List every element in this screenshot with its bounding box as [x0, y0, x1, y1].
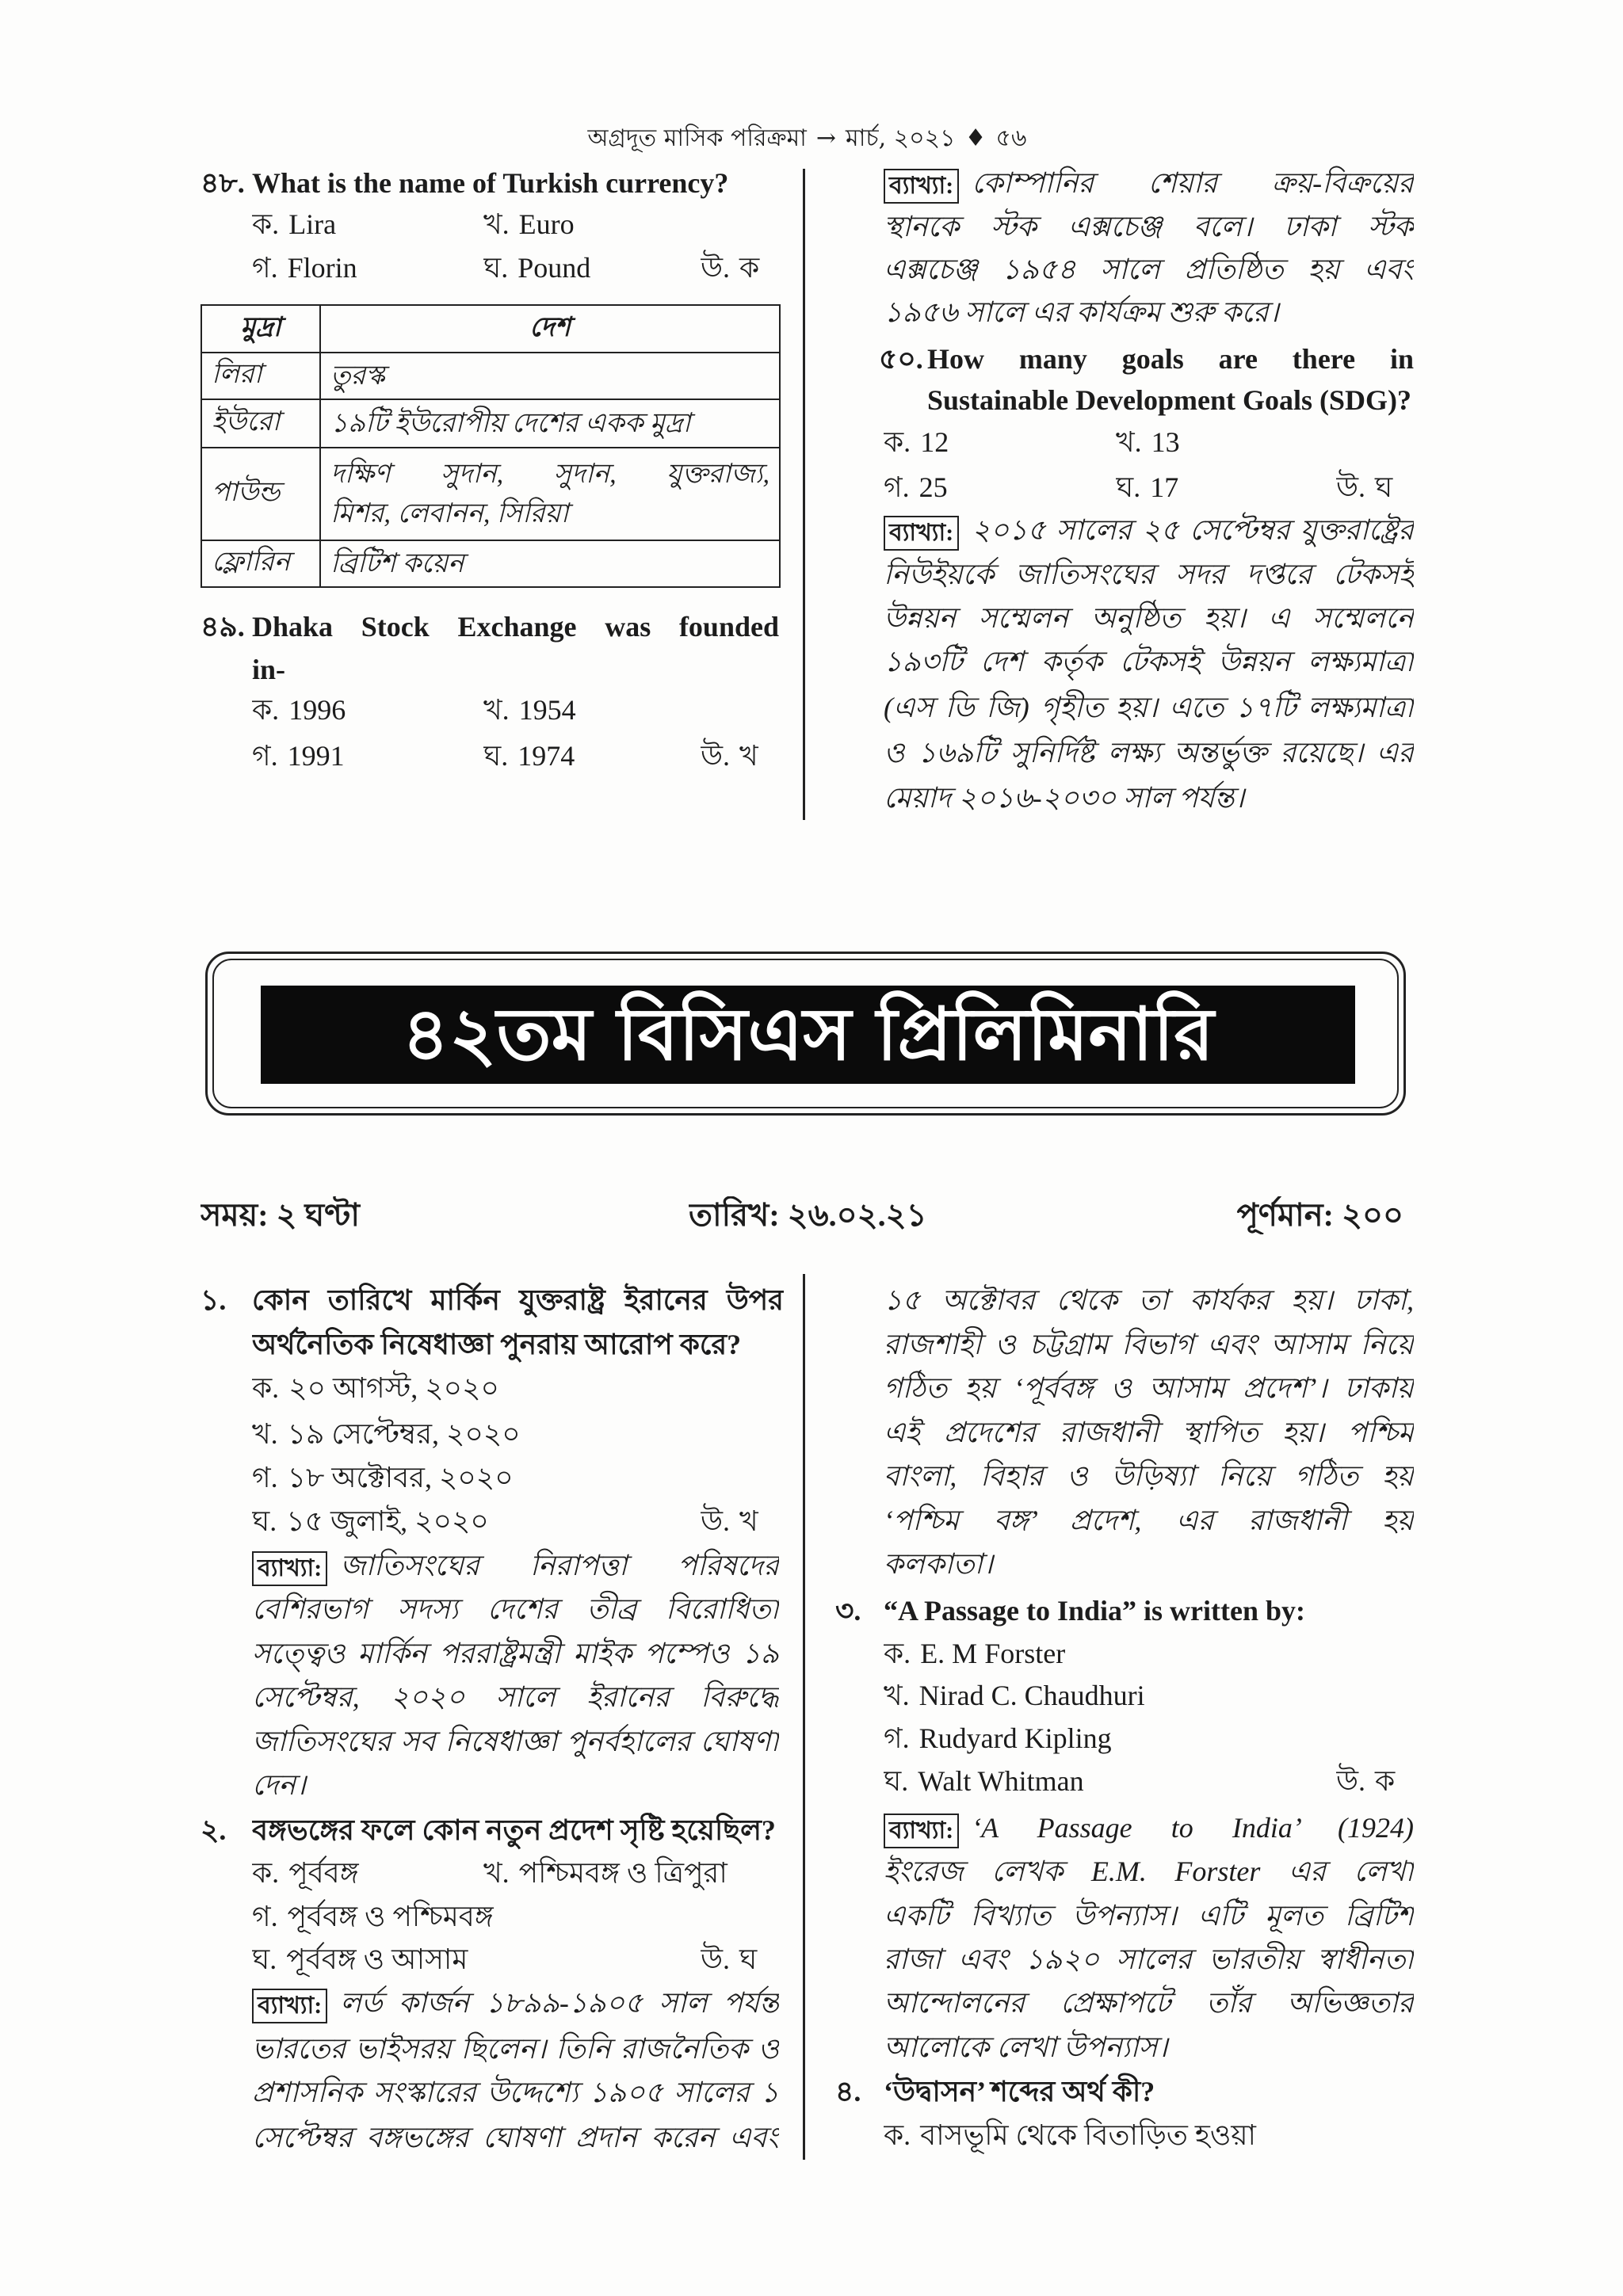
answer-value: খ: [739, 740, 758, 772]
option-label: গ.: [252, 740, 278, 772]
option-text: Pound: [517, 252, 591, 284]
option-text: 1974: [517, 740, 575, 772]
answer: [701, 1938, 784, 1981]
explanation-line: আলোকে লেখা উপন্যাস।: [884, 2031, 1168, 2063]
answer-value: ক: [1375, 1765, 1396, 1797]
exam-title: ৪২তম বিসিএস প্রিলিমিনারি: [402, 992, 1214, 1077]
option-label: খ.: [483, 1857, 510, 1889]
option-text: পূর্ববঙ্গ ও আসাম: [286, 1943, 468, 1975]
question-text: কোন তারিখে মার্কিন যুক্তরাষ্ট্র ইরানের উপর: [252, 1284, 784, 1316]
explanation-line: [884, 509, 1414, 551]
question-number: ৪৯.: [200, 611, 245, 643]
answer-label: উ.: [701, 1505, 731, 1537]
explanation-line: [252, 1544, 779, 1587]
option-text: Florin: [287, 252, 357, 284]
option-ga: [252, 1456, 696, 1499]
option-ka: [884, 2114, 1414, 2157]
answer: [701, 246, 784, 289]
option-text: ১৯ সেপ্টেম্বর, ২০২০: [287, 1418, 521, 1450]
explanation-line: [884, 1806, 1414, 1849]
explanation-line: দেন।: [252, 1769, 306, 1801]
table-row: [201, 399, 780, 448]
question-text: “A Passage to India” is written by:: [884, 1595, 1306, 1627]
explanation-text: কোম্পানির শেয়ার ক্রয়-বিক্রয়ের: [972, 167, 1414, 199]
country-cell: [320, 540, 780, 587]
country-line: ১৯টি ইউরোপীয় দেশের একক মুদ্রা: [330, 408, 691, 438]
explanation-line: ভারতের ভাইসরয় ছিলেন। তিনি রাজনৈতিক ও: [252, 2033, 779, 2065]
option-kha: [483, 1852, 784, 1894]
question-number: ৩.: [835, 1595, 861, 1627]
explanation-line: ও ১৬৯টি সুনির্দিষ্ট লক্ষ্য অন্তর্ভুক্ত রয়েছে। এর: [884, 737, 1414, 769]
explanation-line: সত্ত্বেও মার্কিন পররাষ্ট্রমন্ত্রী মাইক পম্পেও ১৯: [252, 1638, 779, 1669]
option-label: ক.: [252, 208, 280, 240]
question-number: ২.: [200, 1814, 227, 1846]
explanation-line: উন্নয়ন সম্মেলন অনুষ্ঠিত হয়। এ সম্মেলনে: [884, 602, 1414, 634]
country-line: মিশর, লেবানন, সিরিয়া: [330, 498, 569, 528]
explanation-line: ১৯৫৬ সালে এর কার্যক্রম শুরু করে।: [884, 296, 1279, 328]
option-ka: [252, 203, 482, 246]
answer: [1336, 466, 1415, 509]
option-text: Rudyard Kipling: [918, 1722, 1112, 1754]
option-label: ক.: [252, 1857, 280, 1889]
explanation-line: এক্সচেঞ্জ ১৯৫৪ সালে প্রতিষ্ঠিত হয় এবং: [884, 254, 1414, 285]
option-label: ঘ.: [884, 1765, 909, 1797]
option-ka: [252, 1852, 482, 1894]
table-row: [201, 540, 780, 587]
option-ka: [252, 1367, 696, 1409]
option-gha: [483, 246, 697, 289]
country-line: দক্ষিণ সুদান, সুদান, যুক্তরাজ্য,: [330, 459, 769, 489]
option-text: 1996: [288, 694, 346, 726]
explanation-line: বাংলা, বিহার ও উড়িষ্যা নিয়ে গঠিত হয়: [884, 1460, 1414, 1492]
option-ga: [884, 1717, 1327, 1760]
option-label: ক.: [884, 2119, 911, 2151]
option-text: Walt Whitman: [918, 1765, 1084, 1797]
option-ga: [252, 1895, 727, 1938]
answer-value: ক: [739, 252, 760, 284]
explanation-label: ব্যাখ্যা:: [884, 169, 959, 204]
option-ka: [252, 688, 482, 731]
explanation-line: নিউইয়র্কে জাতিসংঘের সদর দপ্তরে টেকসই: [884, 559, 1414, 590]
answer-value: ঘ: [1375, 471, 1393, 503]
magazine-name: অগ্রদূত মাসিক পরিক্রমা: [587, 124, 807, 152]
explanation-line: প্রশাসনিক সংস্কারের উদ্দেশ্যে ১৯০৫ সালের ১: [252, 2077, 779, 2108]
option-text: 12: [920, 426, 949, 458]
option-label: ঘ.: [252, 1505, 277, 1537]
question-number: ৪.: [835, 2076, 861, 2107]
country-cell: [320, 353, 780, 399]
option-label: ক.: [884, 426, 911, 458]
question-text: What is the name of Turkish currency?: [252, 167, 729, 199]
explanation-line: ইংরেজ লেখক E.M. Forster এর লেখা: [884, 1855, 1414, 1887]
page-number: ৫৬: [995, 124, 1027, 152]
option-text: 17: [1150, 471, 1179, 503]
banner-title-box: [261, 986, 1355, 1084]
explanation-line: ১৯৩টি দেশ কর্তৃক টেকসই উন্নয়ন লক্ষ্যমাত্রা: [884, 646, 1414, 677]
explanation-text: ২০১৫ সালের ২৫ সেপ্টেম্বর যুক্তরাষ্ট্রের: [972, 514, 1414, 546]
column-divider: [803, 1274, 805, 2160]
explanation-line: রাজশাহী ও চট্টগ্রাম বিভাগ এবং আসাম নিয়ে: [884, 1329, 1414, 1360]
currency-cell: ইউরো: [201, 399, 320, 448]
explanation-line: সেপ্টেম্বর বঙ্গভঙ্গের ঘোষণা প্রদান করেন এবং: [252, 2122, 779, 2153]
option-kha: [1116, 421, 1330, 463]
option-kha: [252, 1413, 696, 1455]
explanation-label: ব্যাখ্যা:: [252, 1551, 327, 1586]
option-label: ক.: [252, 694, 280, 726]
issue-date: মার্চ, ২০২১: [846, 124, 956, 152]
option-label: ঘ.: [483, 252, 509, 284]
option-text: 1991: [287, 740, 345, 772]
option-label: ঘ.: [252, 1943, 277, 1975]
question-text: বঙ্গভঙ্গের ফলে কোন নতুন প্রদেশ সৃষ্টি হয়েছিল?: [252, 1814, 776, 1846]
option-label: খ.: [1116, 426, 1142, 458]
option-label: গ.: [884, 1722, 910, 1754]
option-ka: [884, 421, 1113, 463]
option-label: খ.: [884, 1680, 910, 1711]
explanation-line: মেয়াদ ২০১৬-২০৩০ সাল পর্যন্ত।: [884, 782, 1245, 814]
explanation-text: ‘A Passage to India’ (1924): [972, 1812, 1414, 1844]
option-label: খ.: [483, 208, 510, 240]
explanation-line: সেপ্টেম্বর, ২০২০ সালে ইরানের বিরুদ্ধে: [252, 1681, 779, 1713]
question-number: ৫০.: [879, 343, 923, 375]
option-text: E. M Forster: [920, 1638, 1066, 1669]
explanation-line: জাতিসংঘের সব নিষেধাজ্ঞা পুনর্বহালের ঘোষণা: [252, 1726, 779, 1757]
option-ga: [252, 734, 482, 777]
column-divider: [803, 169, 805, 820]
explanation-label: ব্যাখ্যা:: [884, 516, 959, 551]
option-text: 25: [918, 471, 948, 503]
question-text: Dhaka Stock Exchange was founded: [252, 611, 779, 643]
option-label: গ.: [252, 1462, 278, 1493]
answer-label: উ.: [701, 252, 731, 284]
exam-date: তারিখ: ২৬.০২.২১: [689, 1197, 927, 1233]
explanation-line: ১৫ অক্টোবর থেকে তা কার্যকর হয়। ঢাকা,: [884, 1284, 1414, 1316]
option-text: পূর্ববঙ্গ ও পশ্চিমবঙ্গ: [287, 1901, 494, 1932]
answer-value: ঘ: [739, 1943, 758, 1975]
currency-cell: পাউন্ড: [201, 448, 320, 540]
question-text: অর্থনৈতিক নিষেধাজ্ঞা পুনরায় আরোপ করে?: [252, 1329, 742, 1360]
question-text: in-: [252, 654, 286, 685]
explanation-label: ব্যাখ্যা:: [884, 1814, 959, 1848]
question-number: ১.: [200, 1284, 227, 1316]
option-label: খ.: [252, 1418, 278, 1450]
option-text: পশ্চিমবঙ্গ ও ত্রিপুরা: [518, 1857, 727, 1889]
option-gha: [1116, 466, 1330, 509]
country-cell: [320, 448, 780, 540]
explanation-text: লর্ড কার্জন ১৮৯৯-১৯০৫ সাল পর্যন্ত: [340, 1987, 779, 2019]
option-gha: [252, 1500, 696, 1543]
country-cell: [320, 399, 780, 448]
exam-time: সময়: ২ ঘণ্টা: [200, 1197, 361, 1233]
column-header-currency: মুদ্রা: [201, 305, 320, 353]
option-gha: [252, 1938, 696, 1981]
currency-cell: লিরা: [201, 353, 320, 399]
answer: [701, 1500, 784, 1543]
option-label: খ.: [483, 694, 510, 726]
option-label: গ.: [252, 1901, 278, 1932]
option-ga: [884, 466, 1113, 509]
answer: [1336, 1760, 1415, 1802]
question-text: ‘উদ্বাসন’ শব্দের অর্থ কী?: [884, 2076, 1155, 2107]
option-text: 1954: [518, 694, 576, 726]
option-label: গ.: [252, 252, 278, 284]
explanation-line: একটি বিখ্যাত উপন্যাস। এটি মূলত ব্রিটিশ: [884, 1900, 1414, 1932]
option-text: ২০ আগস্ট, ২০২০: [288, 1372, 499, 1404]
option-gha: [483, 734, 697, 777]
option-text: ১৫ জুলাই, ২০২০: [286, 1505, 489, 1537]
diamond-bullet-icon: ♦: [964, 124, 987, 152]
explanation-line: আন্দোলনের প্রেক্ষাপটে তাঁর অভিজ্ঞতার: [884, 1987, 1414, 2019]
explanation-line: ‘পশ্চিম বঙ্গ’ প্রদেশ, এর রাজধানী হয়: [884, 1505, 1414, 1536]
explanation-text: জাতিসংঘের নিরাপত্তা পরিষদের: [340, 1550, 779, 1581]
option-label: ক.: [252, 1372, 280, 1404]
question-number: ৪৮.: [200, 167, 245, 199]
explanation-line: কলকাতা।: [884, 1548, 993, 1580]
explanation-label: ব্যাখ্যা:: [252, 1989, 327, 2023]
table-row: [201, 353, 780, 399]
question-text: How many goals are there in: [927, 343, 1414, 375]
explanation-line: [252, 1981, 779, 2024]
explanation-line: [884, 162, 1414, 204]
option-text: Nirad C. Chaudhuri: [918, 1680, 1145, 1711]
option-text: বাসভূমি থেকে বিতাড়িত হওয়া: [920, 2119, 1256, 2151]
option-text: 13: [1151, 426, 1180, 458]
explanation-line: স্থানকে স্টক এক্সচেঞ্জ বলে। ঢাকা স্টক: [884, 211, 1414, 242]
answer-label: উ.: [701, 740, 731, 772]
question-text: Sustainable Development Goals (SDG)?: [927, 384, 1412, 416]
column-header-country: দেশ: [320, 305, 780, 353]
explanation-line: এই প্রদেশের রাজধানী স্থাপিত হয়। পশ্চিম: [884, 1417, 1414, 1448]
option-label: ঘ.: [1116, 471, 1141, 503]
currency-table: [200, 304, 781, 588]
running-header: [200, 120, 1414, 157]
option-gha: [884, 1760, 1327, 1802]
option-text: Lira: [288, 208, 337, 240]
option-text: Euro: [518, 208, 575, 240]
option-kha: [884, 1674, 1327, 1717]
option-ka: [884, 1632, 1327, 1675]
option-text: ১৮ অক্টোবর, ২০২০: [287, 1462, 514, 1493]
explanation-line: (এস ডি জি) গৃহীত হয়। এতে ১৭টি লক্ষ্যমাত্রা: [884, 692, 1414, 723]
answer: [701, 734, 784, 777]
currency-cell: ফ্লোরিন: [201, 540, 320, 587]
option-ga: [252, 246, 482, 289]
explanation-line: বেশিরভাগ সদস্য দেশের তীব্র বিরোধিতা: [252, 1593, 779, 1625]
explanation-line: গঠিত হয় ‘পূর্ববঙ্গ ও আসাম প্রদেশ’। ঢাকায়: [884, 1372, 1414, 1404]
option-label: ক.: [884, 1638, 911, 1669]
country-line: ব্রিটিশ কয়েন: [330, 548, 464, 578]
table-row: [201, 448, 780, 540]
explanation-line: রাজা এবং ১৯২০ সালের ভারতীয় স্বাধীনতা: [884, 1943, 1414, 1975]
answer-value: খ: [739, 1505, 758, 1537]
option-kha: [483, 203, 697, 246]
answer-label: উ.: [1336, 471, 1366, 503]
option-text: পূর্ববঙ্গ: [288, 1857, 359, 1889]
option-label: ঘ.: [483, 740, 509, 772]
table-header-row: [201, 305, 780, 353]
answer-label: উ.: [1336, 1765, 1366, 1797]
option-kha: [483, 688, 697, 731]
exam-full-marks: পূর্ণমান: ২০০: [1236, 1197, 1403, 1233]
option-label: গ.: [884, 471, 910, 503]
arrow-icon: →: [815, 124, 837, 152]
answer-label: উ.: [701, 1943, 731, 1975]
country-line: তুরস্ক: [330, 360, 385, 391]
